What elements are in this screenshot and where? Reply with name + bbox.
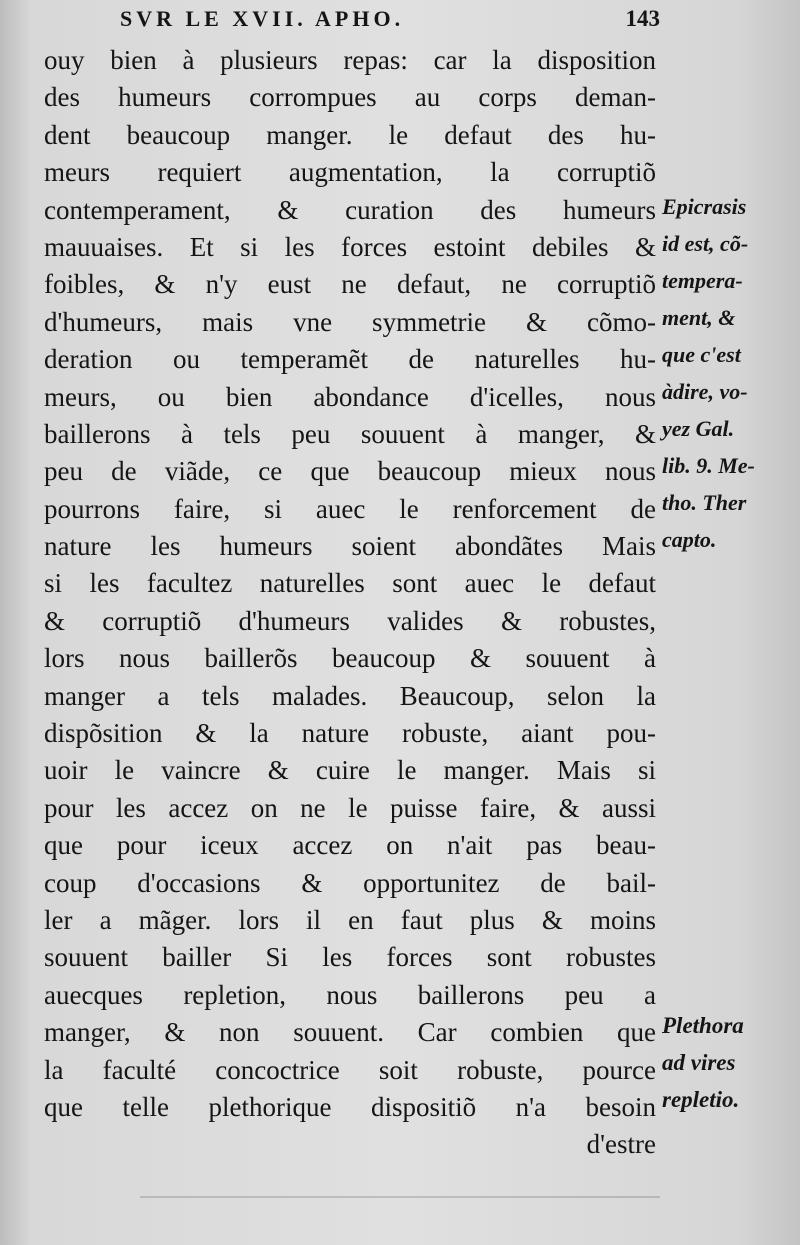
margin-note-line: àdire, vo-: [662, 379, 748, 404]
margin-note-line: ment, &: [662, 305, 736, 330]
text-line: meurs, ou bien abondance d'icelles, nous: [44, 381, 656, 412]
text-line: peu de viãde, ce que beaucoup mieux nous: [44, 456, 656, 487]
margin-note-line: yez Gal.: [662, 416, 735, 441]
text-line: manger, & non souuent. Car combien que: [44, 1017, 656, 1048]
margin-note-line: ad vires: [662, 1050, 736, 1075]
text-line: baillerons à tels peu souuent à manger, &: [44, 418, 656, 449]
text-line: la faculté concoctrice soit robuste, pource: [44, 1054, 656, 1085]
text-line: pourrons faire, si auec le renforcement de: [44, 493, 656, 524]
text-line: dent beaucoup manger. le defaut des hu-: [44, 119, 656, 150]
margin-note-plethora: [662, 1007, 744, 1118]
text-line: foibles, & n'y eust ne defaut, ne corruptiõ: [44, 269, 656, 300]
text-line: pour les accez on ne le puisse faire, & aussi: [44, 792, 656, 823]
margin-note-line: tho. Ther: [662, 490, 747, 515]
running-title: SVR LE XVII. APHO.: [120, 6, 405, 31]
margin-note-epicrasis: [662, 188, 755, 558]
text-line: lors nous baillerõs beaucoup & souuent à: [44, 643, 656, 674]
margin-note-line: Plethora: [662, 1013, 744, 1038]
text-line: des humeurs corrompues au corps deman-: [44, 82, 656, 113]
margin-note-line: repletio.: [662, 1087, 740, 1112]
text-line: souuent bailler Si les forces sont robustes: [44, 942, 656, 973]
page-bottom-edge: [140, 1196, 660, 1198]
margin-note-line: lib. 9. Me-: [662, 453, 755, 478]
text-line: que telle plethorique dispositiõ n'a besoin: [44, 1091, 656, 1122]
text-line: d'humeurs, mais vne symmetrie & cõmo-: [44, 306, 656, 337]
margin-note-line: capto.: [662, 527, 717, 552]
text-line: meurs requiert augmentation, la corruptiõ: [44, 157, 656, 188]
text-line: deration ou temperamẽt de naturelles hu-: [44, 344, 656, 375]
page-number: 143: [625, 6, 660, 31]
text-line: contemperament, & curation des humeurs: [44, 194, 656, 225]
text-line: uoir le vaincre & cuire le manger. Mais si: [44, 755, 656, 786]
margin-note-line: tempera-: [662, 268, 743, 293]
text-line: manger a tels malades. Beaucoup, selon la: [44, 680, 656, 711]
text-line: dispõsition & la nature robuste, aiant pou-: [44, 718, 656, 749]
text-line: que pour iceux accez on n'ait pas beau-: [44, 830, 656, 861]
text-line: ler a mãger. lors il en faut plus & moins: [44, 904, 656, 935]
margin-note-line: que c'est: [662, 342, 741, 367]
page-header: [120, 6, 660, 38]
text-line: nature les humeurs soient abondãtes Mais: [44, 531, 656, 562]
text-line: coup d'occasions & opportunitez de bail-: [44, 867, 656, 898]
text-line: & corruptiõ d'humeurs valides & robustes,: [44, 605, 656, 636]
text-line: auecques repletion, nous baillerons peu a: [44, 979, 656, 1010]
catchword: d'estre: [586, 1129, 656, 1160]
margin-note-line: id est, cõ-: [662, 231, 749, 256]
text-line: si les facultez naturelles sont auec le defaut: [44, 568, 656, 599]
text-line: mauuaises. Et si les forces estoint debiles &: [44, 231, 656, 262]
text-line: ouy bien à plusieurs repas: car la disposition: [44, 45, 656, 75]
body-text: [44, 42, 656, 1164]
margin-note-line: Epicrasis: [662, 194, 747, 219]
